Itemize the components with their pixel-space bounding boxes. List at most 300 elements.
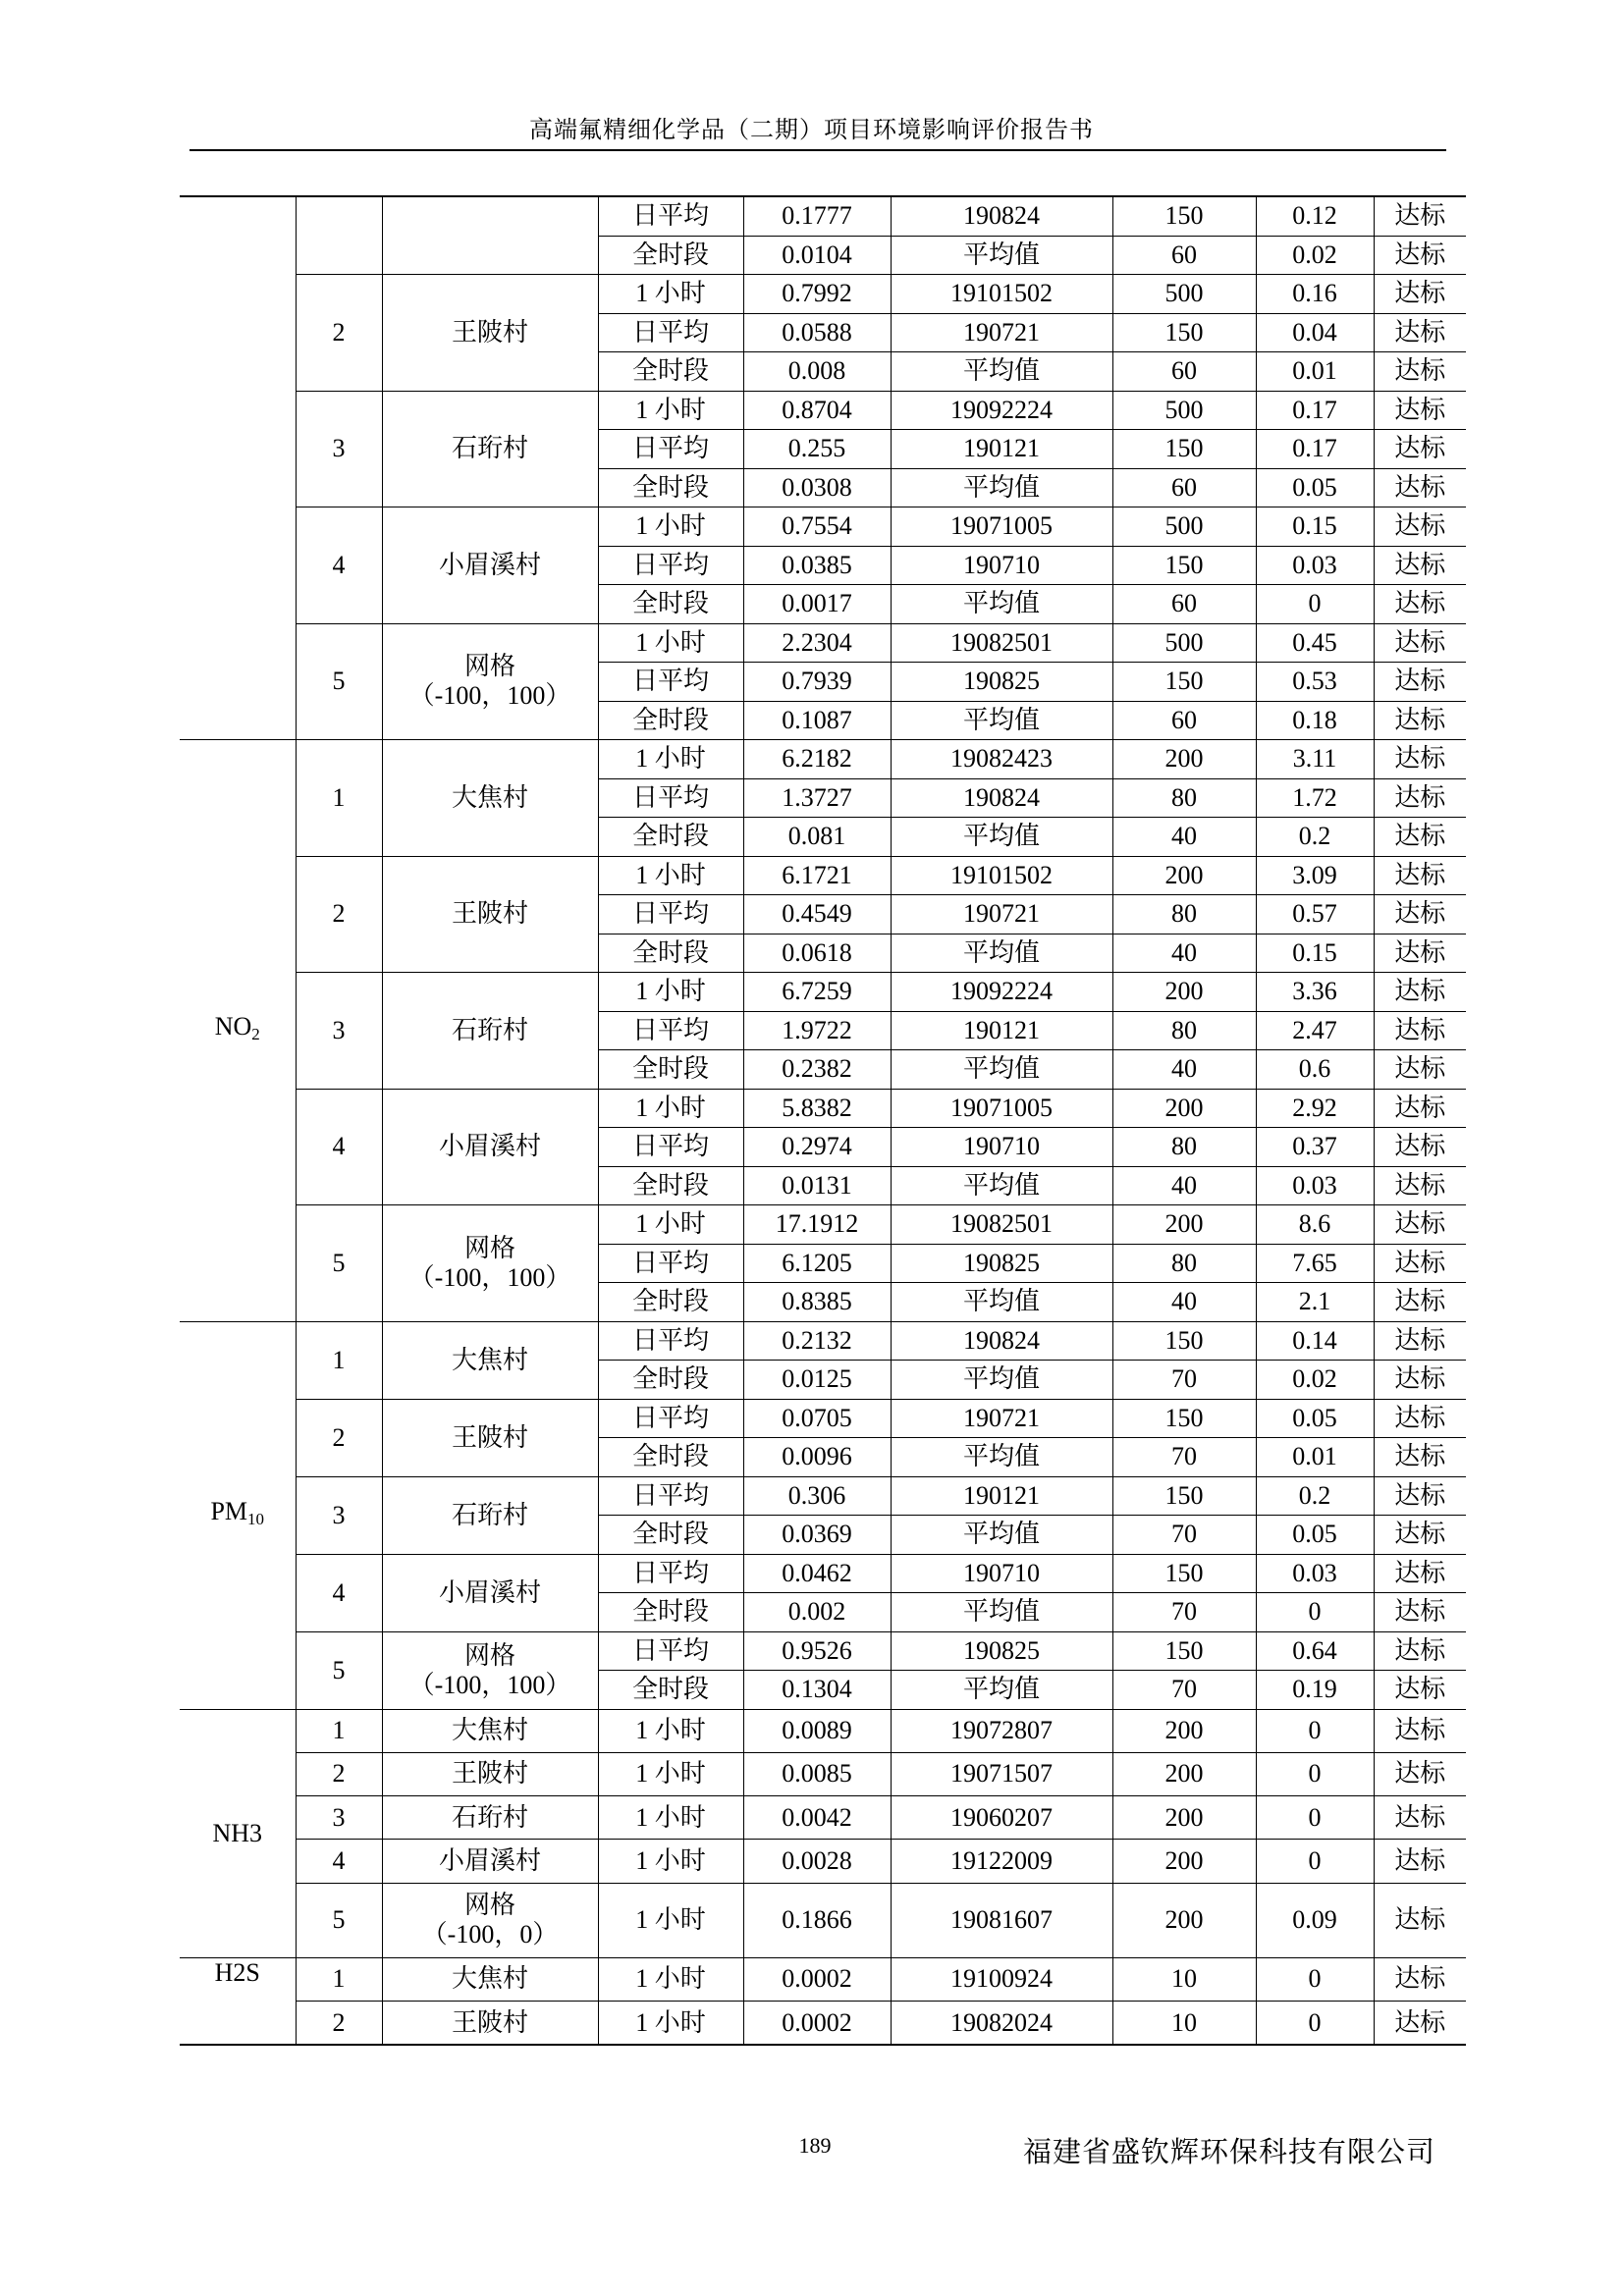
status-cell: 达标	[1374, 1593, 1466, 1632]
site-name	[382, 196, 598, 275]
standard-cell: 200	[1112, 1089, 1256, 1128]
ratio-cell: 0.02	[1256, 1361, 1374, 1400]
concentration-cell: 0.0096	[743, 1438, 891, 1477]
occurrence-time-cell: 19092224	[891, 391, 1112, 430]
period-cell: 全时段	[598, 701, 743, 740]
site-name: 小眉溪村	[382, 507, 598, 624]
ratio-cell: 0.37	[1256, 1128, 1374, 1167]
occurrence-time-cell: 19081607	[891, 1883, 1112, 1957]
period-cell: 日平均	[598, 1631, 743, 1671]
standard-cell: 40	[1112, 1166, 1256, 1205]
standard-cell: 500	[1112, 623, 1256, 663]
site-number: 5	[296, 1883, 382, 1957]
site-number: 2	[296, 1752, 382, 1795]
ratio-cell: 0.15	[1256, 507, 1374, 547]
period-cell: 全时段	[598, 1361, 743, 1400]
concentration-cell: 0.081	[743, 818, 891, 857]
site-number: 4	[296, 1089, 382, 1205]
standard-cell: 150	[1112, 313, 1256, 352]
concentration-cell: 0.2132	[743, 1321, 891, 1361]
site-number: 2	[296, 856, 382, 973]
concentration-cell: 0.1866	[743, 1883, 891, 1957]
period-cell: 日平均	[598, 1399, 743, 1438]
standard-cell: 150	[1112, 1476, 1256, 1516]
concentration-cell: 0.0705	[743, 1399, 891, 1438]
occurrence-time-cell: 平均值	[891, 934, 1112, 973]
status-cell: 达标	[1374, 1089, 1466, 1128]
status-cell: 达标	[1374, 1796, 1466, 1840]
site-number: 3	[296, 391, 382, 507]
site-name: 大焦村	[382, 1709, 598, 1752]
table-body	[180, 196, 1466, 2045]
standard-cell: 500	[1112, 275, 1256, 314]
period-cell: 日平均	[598, 1554, 743, 1593]
site-number: 4	[296, 507, 382, 624]
period-cell: 日平均	[598, 1011, 743, 1050]
pollutant-cell	[180, 196, 296, 740]
site-name: 大焦村	[382, 1957, 598, 2001]
status-cell: 达标	[1374, 973, 1466, 1012]
occurrence-time-cell: 平均值	[891, 352, 1112, 392]
site-name: 石珩村	[382, 391, 598, 507]
standard-cell: 150	[1112, 663, 1256, 702]
ratio-cell: 0.17	[1256, 430, 1374, 469]
concentration-cell: 0.1777	[743, 196, 891, 236]
occurrence-time-cell: 平均值	[891, 1593, 1112, 1632]
ratio-cell: 0	[1256, 2001, 1374, 2045]
pollutant-name: PM	[210, 1496, 248, 1525]
ratio-cell: 0.64	[1256, 1631, 1374, 1671]
standard-cell: 70	[1112, 1593, 1256, 1632]
ratio-cell: 0.2	[1256, 818, 1374, 857]
standard-cell: 70	[1112, 1438, 1256, 1477]
occurrence-time-cell: 190121	[891, 430, 1112, 469]
standard-cell: 60	[1112, 701, 1256, 740]
status-cell: 达标	[1374, 1840, 1466, 1883]
concentration-cell: 0.0462	[743, 1554, 891, 1593]
standard-cell: 150	[1112, 1321, 1256, 1361]
status-cell: 达标	[1374, 1883, 1466, 1957]
concentration-cell: 6.1205	[743, 1244, 891, 1283]
site-number	[296, 196, 382, 275]
period-cell: 日平均	[598, 663, 743, 702]
site-number: 1	[296, 1709, 382, 1752]
status-cell: 达标	[1374, 1957, 1466, 2001]
pollutant-name: NH3	[212, 1818, 263, 1847]
table-row	[180, 1883, 1466, 1957]
status-cell: 达标	[1374, 1516, 1466, 1555]
status-cell: 达标	[1374, 1554, 1466, 1593]
concentration-cell: 0.0017	[743, 585, 891, 624]
period-cell: 日平均	[598, 196, 743, 236]
table-row	[180, 507, 1466, 547]
site-name	[382, 1883, 598, 1957]
ratio-cell: 2.92	[1256, 1089, 1374, 1128]
status-cell: 达标	[1374, 275, 1466, 314]
standard-cell: 40	[1112, 934, 1256, 973]
site-name-line2: （-100，100）	[408, 1262, 571, 1292]
period-cell: 1 小时	[598, 623, 743, 663]
status-cell: 达标	[1374, 1321, 1466, 1361]
ratio-cell: 0.45	[1256, 623, 1374, 663]
site-number: 2	[296, 2001, 382, 2045]
standard-cell: 80	[1112, 778, 1256, 818]
ratio-cell: 7.65	[1256, 1244, 1374, 1283]
table-row	[180, 973, 1466, 1012]
concentration-cell: 0.2382	[743, 1050, 891, 1090]
occurrence-time-cell: 190721	[891, 313, 1112, 352]
concentration-cell: 1.3727	[743, 778, 891, 818]
occurrence-time-cell: 190824	[891, 778, 1112, 818]
status-cell: 达标	[1374, 818, 1466, 857]
site-name	[382, 623, 598, 740]
concentration-cell: 2.2304	[743, 623, 891, 663]
site-name-line1: 网格	[463, 1891, 515, 1920]
site-number: 2	[296, 275, 382, 392]
standard-cell: 70	[1112, 1671, 1256, 1710]
ratio-cell: 0.01	[1256, 352, 1374, 392]
occurrence-time-cell: 平均值	[891, 236, 1112, 275]
ratio-cell: 0.05	[1256, 468, 1374, 507]
concentration-cell: 0.0089	[743, 1709, 891, 1752]
status-cell: 达标	[1374, 1283, 1466, 1322]
site-name: 王陂村	[382, 275, 598, 392]
occurrence-time-cell: 平均值	[891, 1671, 1112, 1710]
site-name-line2: （-100，100）	[408, 681, 571, 711]
standard-cell: 500	[1112, 391, 1256, 430]
occurrence-time-cell: 19082501	[891, 1205, 1112, 1245]
status-cell: 达标	[1374, 1438, 1466, 1477]
site-name	[382, 1631, 598, 1709]
table-row	[180, 196, 1466, 236]
standard-cell: 80	[1112, 1128, 1256, 1167]
status-cell: 达标	[1374, 1361, 1466, 1400]
period-cell: 1 小时	[598, 1957, 743, 2001]
site-number: 1	[296, 1321, 382, 1399]
concentration-cell: 0.1304	[743, 1671, 891, 1710]
status-cell: 达标	[1374, 1752, 1466, 1795]
period-cell: 1 小时	[598, 1883, 743, 1957]
period-cell: 1 小时	[598, 275, 743, 314]
concentration-cell: 0.7939	[743, 663, 891, 702]
concentration-cell: 0.008	[743, 352, 891, 392]
status-cell: 达标	[1374, 1205, 1466, 1245]
concentration-cell: 0.0618	[743, 934, 891, 973]
occurrence-time-cell: 平均值	[891, 585, 1112, 624]
concentration-cell: 0.8704	[743, 391, 891, 430]
standard-cell: 60	[1112, 236, 1256, 275]
ratio-cell: 0.53	[1256, 663, 1374, 702]
period-cell: 全时段	[598, 1050, 743, 1090]
occurrence-time-cell: 190721	[891, 895, 1112, 934]
status-cell: 达标	[1374, 856, 1466, 895]
occurrence-time-cell: 190825	[891, 1631, 1112, 1671]
site-number: 3	[296, 973, 382, 1090]
standard-cell: 60	[1112, 352, 1256, 392]
site-name-line1: 网格	[463, 652, 515, 681]
concentration-cell: 0.7992	[743, 275, 891, 314]
table-row	[180, 1089, 1466, 1128]
occurrence-time-cell: 19082501	[891, 623, 1112, 663]
period-cell: 全时段	[598, 468, 743, 507]
concentration-cell: 0.8385	[743, 1283, 891, 1322]
status-cell: 达标	[1374, 1166, 1466, 1205]
standard-cell: 70	[1112, 1361, 1256, 1400]
site-number: 5	[296, 1631, 382, 1709]
ratio-cell: 0	[1256, 1752, 1374, 1795]
standard-cell: 80	[1112, 895, 1256, 934]
period-cell: 日平均	[598, 1321, 743, 1361]
period-cell: 全时段	[598, 1593, 743, 1632]
site-name-line1: 网格	[463, 1640, 515, 1670]
ratio-cell: 0.19	[1256, 1671, 1374, 1710]
ratio-cell: 2.47	[1256, 1011, 1374, 1050]
status-cell: 达标	[1374, 934, 1466, 973]
concentration-cell: 0.0042	[743, 1796, 891, 1840]
occurrence-time-cell: 19072807	[891, 1709, 1112, 1752]
standard-cell: 60	[1112, 468, 1256, 507]
concentration-cell: 6.1721	[743, 856, 891, 895]
occurrence-time-cell: 平均值	[891, 701, 1112, 740]
ratio-cell: 0	[1256, 1593, 1374, 1632]
site-name: 王陂村	[382, 1399, 598, 1476]
site-name: 小眉溪村	[382, 1089, 598, 1205]
occurrence-time-cell: 190710	[891, 546, 1112, 585]
table-row	[180, 1205, 1466, 1245]
status-cell: 达标	[1374, 1050, 1466, 1090]
ratio-cell: 0.17	[1256, 391, 1374, 430]
occurrence-time-cell: 平均值	[891, 1283, 1112, 1322]
table-row	[180, 391, 1466, 430]
ratio-cell: 0.03	[1256, 546, 1374, 585]
status-cell: 达标	[1374, 507, 1466, 547]
ratio-cell: 0.14	[1256, 1321, 1374, 1361]
occurrence-time-cell: 19071005	[891, 507, 1112, 547]
period-cell: 1 小时	[598, 973, 743, 1012]
header-rule	[189, 149, 1446, 151]
ratio-cell: 0.18	[1256, 701, 1374, 740]
occurrence-time-cell: 平均值	[891, 1361, 1112, 1400]
period-cell: 1 小时	[598, 740, 743, 779]
status-cell: 达标	[1374, 236, 1466, 275]
table-row	[180, 1631, 1466, 1671]
concentration-cell: 0.306	[743, 1476, 891, 1516]
status-cell: 达标	[1374, 585, 1466, 624]
standard-cell: 40	[1112, 1283, 1256, 1322]
site-number: 4	[296, 1554, 382, 1631]
period-cell: 日平均	[598, 313, 743, 352]
concentration-cell: 0.0308	[743, 468, 891, 507]
status-cell: 达标	[1374, 468, 1466, 507]
ratio-cell: 3.36	[1256, 973, 1374, 1012]
concentration-cell: 1.9722	[743, 1011, 891, 1050]
pollutant-cell	[180, 1321, 296, 1709]
period-cell: 日平均	[598, 1476, 743, 1516]
period-cell: 全时段	[598, 236, 743, 275]
standard-cell: 10	[1112, 2001, 1256, 2045]
ratio-cell: 0.09	[1256, 1883, 1374, 1957]
ratio-cell: 0	[1256, 1709, 1374, 1752]
standard-cell: 200	[1112, 1840, 1256, 1883]
site-name	[382, 1205, 598, 1322]
concentration-cell: 6.2182	[743, 740, 891, 779]
standard-cell: 150	[1112, 1554, 1256, 1593]
site-name: 王陂村	[382, 1752, 598, 1795]
concentration-cell: 0.0104	[743, 236, 891, 275]
concentration-cell: 0.0002	[743, 1957, 891, 2001]
occurrence-time-cell: 19092224	[891, 973, 1112, 1012]
standard-cell: 200	[1112, 856, 1256, 895]
standard-cell: 200	[1112, 1752, 1256, 1795]
standard-cell: 200	[1112, 740, 1256, 779]
concentration-cell: 0.7554	[743, 507, 891, 547]
ratio-cell: 0	[1256, 1796, 1374, 1840]
table-row	[180, 1554, 1466, 1593]
concentration-cell: 0.0131	[743, 1166, 891, 1205]
standard-cell: 150	[1112, 430, 1256, 469]
concentration-cell: 17.1912	[743, 1205, 891, 1245]
occurrence-time-cell: 平均值	[891, 1166, 1112, 1205]
ratio-cell: 0.05	[1256, 1399, 1374, 1438]
ratio-cell: 8.6	[1256, 1205, 1374, 1245]
concentration-cell: 0.0385	[743, 546, 891, 585]
standard-cell: 200	[1112, 1709, 1256, 1752]
ratio-cell: 0.02	[1256, 236, 1374, 275]
standard-cell: 200	[1112, 973, 1256, 1012]
occurrence-time-cell: 19101502	[891, 275, 1112, 314]
pollutant-subscript: 10	[247, 1509, 265, 1528]
table-row	[180, 1796, 1466, 1840]
period-cell: 日平均	[598, 430, 743, 469]
status-cell: 达标	[1374, 663, 1466, 702]
period-cell: 全时段	[598, 1671, 743, 1710]
period-cell: 1 小时	[598, 2001, 743, 2045]
period-cell: 全时段	[598, 1516, 743, 1555]
pollutant-name: H2S	[214, 1957, 260, 1987]
standard-cell: 200	[1112, 1205, 1256, 1245]
status-cell: 达标	[1374, 313, 1466, 352]
status-cell: 达标	[1374, 1128, 1466, 1167]
status-cell: 达标	[1374, 2001, 1466, 2045]
occurrence-time-cell: 190710	[891, 1554, 1112, 1593]
table-row	[180, 623, 1466, 663]
standard-cell: 70	[1112, 1516, 1256, 1555]
company-name: 福建省盛钦辉环保科技有限公司	[1022, 2137, 1435, 2168]
occurrence-time-cell: 19082024	[891, 2001, 1112, 2045]
status-cell: 达标	[1374, 778, 1466, 818]
site-name: 大焦村	[382, 740, 598, 857]
table-row	[180, 740, 1466, 779]
period-cell: 日平均	[598, 895, 743, 934]
occurrence-time-cell: 19071507	[891, 1752, 1112, 1795]
site-number: 3	[296, 1796, 382, 1840]
period-cell: 1 小时	[598, 1752, 743, 1795]
period-cell: 日平均	[598, 1128, 743, 1167]
concentration-cell: 0.0125	[743, 1361, 891, 1400]
status-cell: 达标	[1374, 895, 1466, 934]
occurrence-time-cell: 190825	[891, 663, 1112, 702]
standard-cell: 10	[1112, 1957, 1256, 2001]
ratio-cell: 2.1	[1256, 1283, 1374, 1322]
site-number: 2	[296, 1399, 382, 1476]
ratio-cell: 0.03	[1256, 1166, 1374, 1205]
site-name-line2: （-100，0）	[421, 1920, 559, 1949]
site-name: 石珩村	[382, 1796, 598, 1840]
occurrence-time-cell: 190121	[891, 1476, 1112, 1516]
page-header-title: 高端氟精细化学品（二期）项目环境影响评价报告书	[529, 118, 1094, 143]
page-number: 189	[798, 2133, 832, 2158]
ratio-cell: 0.16	[1256, 275, 1374, 314]
site-name: 王陂村	[382, 856, 598, 973]
occurrence-time-cell: 平均值	[891, 818, 1112, 857]
table-row	[180, 2001, 1466, 2045]
occurrence-time-cell: 平均值	[891, 1050, 1112, 1090]
site-number: 5	[296, 1205, 382, 1322]
occurrence-time-cell: 190710	[891, 1128, 1112, 1167]
occurrence-time-cell: 平均值	[891, 1438, 1112, 1477]
prediction-results-table	[180, 195, 1466, 2046]
standard-cell: 80	[1112, 1011, 1256, 1050]
pollutant-subscript: 2	[251, 1024, 260, 1043]
status-cell: 达标	[1374, 430, 1466, 469]
occurrence-time-cell: 平均值	[891, 468, 1112, 507]
status-cell: 达标	[1374, 1399, 1466, 1438]
occurrence-time-cell: 190824	[891, 1321, 1112, 1361]
ratio-cell: 0.15	[1256, 934, 1374, 973]
period-cell: 1 小时	[598, 1089, 743, 1128]
status-cell: 达标	[1374, 740, 1466, 779]
occurrence-time-cell: 190121	[891, 1011, 1112, 1050]
status-cell: 达标	[1374, 196, 1466, 236]
occurrence-time-cell: 190824	[891, 196, 1112, 236]
occurrence-time-cell: 190721	[891, 1399, 1112, 1438]
occurrence-time-cell: 19071005	[891, 1089, 1112, 1128]
site-number: 1	[296, 740, 382, 857]
table-row	[180, 1957, 1466, 2001]
concentration-cell: 0.9526	[743, 1631, 891, 1671]
period-cell: 1 小时	[598, 1796, 743, 1840]
concentration-cell: 6.7259	[743, 973, 891, 1012]
period-cell: 1 小时	[598, 507, 743, 547]
period-cell: 1 小时	[598, 391, 743, 430]
pollutant-name: NO	[214, 1011, 252, 1041]
standard-cell: 200	[1112, 1883, 1256, 1957]
pollutant-cell	[180, 740, 296, 1322]
status-cell: 达标	[1374, 701, 1466, 740]
site-name: 王陂村	[382, 2001, 598, 2045]
period-cell: 全时段	[598, 1166, 743, 1205]
ratio-cell: 0.2	[1256, 1476, 1374, 1516]
status-cell: 达标	[1374, 1011, 1466, 1050]
standard-cell: 150	[1112, 196, 1256, 236]
table-row	[180, 1399, 1466, 1438]
period-cell: 1 小时	[598, 1205, 743, 1245]
occurrence-time-cell: 19060207	[891, 1796, 1112, 1840]
concentration-cell: 0.255	[743, 430, 891, 469]
status-cell: 达标	[1374, 1631, 1466, 1671]
table-row	[180, 1752, 1466, 1795]
concentration-cell: 0.0028	[743, 1840, 891, 1883]
ratio-cell: 0.01	[1256, 1438, 1374, 1477]
period-cell: 1 小时	[598, 1709, 743, 1752]
ratio-cell: 3.09	[1256, 856, 1374, 895]
status-cell: 达标	[1374, 391, 1466, 430]
site-name: 小眉溪村	[382, 1840, 598, 1883]
period-cell: 全时段	[598, 585, 743, 624]
period-cell: 全时段	[598, 352, 743, 392]
occurrence-time-cell: 190825	[891, 1244, 1112, 1283]
period-cell: 日平均	[598, 1244, 743, 1283]
